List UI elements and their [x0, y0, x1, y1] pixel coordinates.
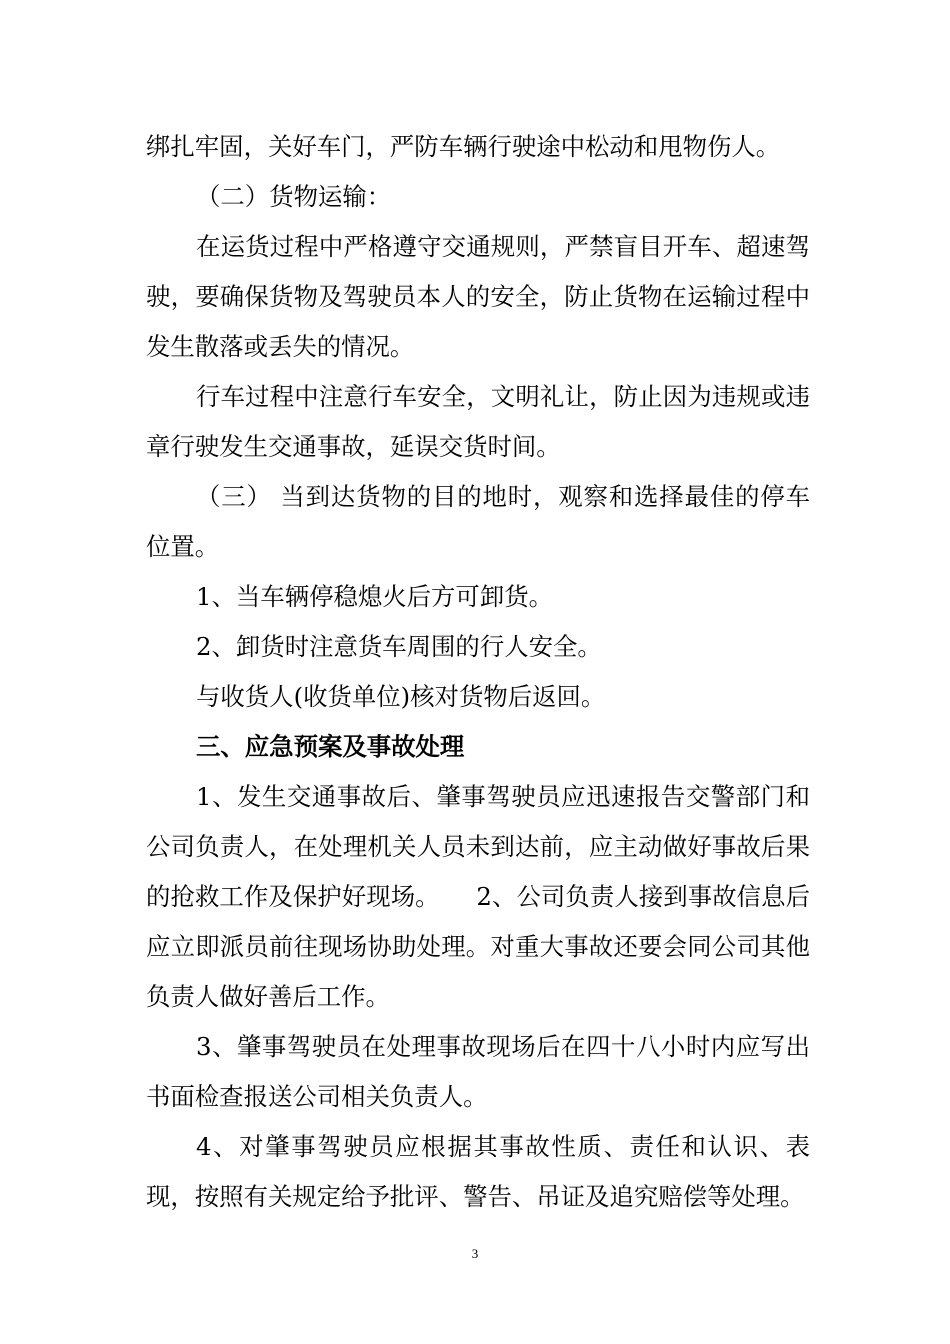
paragraph-accident-step-3: 3、肇事驾驶员在处理事故现场后在四十八小时内应写出书面检查报送公司相关负责人。 [146, 1032, 810, 1111]
paragraph-accident-steps-1-2: 1、发生交通事故后、肇事驾驶员应迅速报告交警部门和公司负责人，在处理机关人员未到达前，应主动做好事故后果的抢救工作及保护好现场。 2、公司负责人接到事故信息后应立即派员前往现场协助处理。对重大事故还要会同公司其他负责人做好善后工作。 [146, 782, 810, 1011]
paragraph-verify-return: 与收货人(收货单位)核对货物后返回。 [196, 682, 606, 711]
paragraph-accident-step-4: 4、对肇事驾驶员应根据其事故性质、责任和认识、表现，按照有关规定给予批评、警告、吊证及追究赔偿等处理。 [146, 1132, 810, 1211]
document-body [146, 122, 810, 1222]
page-number: 3 [471, 1246, 479, 1261]
section-heading-emergency-plan: 三、应急预案及事故处理 [196, 732, 465, 761]
paragraph-cargo-transport-heading: （二）货物运输： [196, 182, 392, 211]
paragraph-unload-step-2: 2、卸货时注意货车周围的行人安全。 [196, 632, 602, 661]
paragraph-unload-step-1: 1、当车辆停稳熄火后方可卸货。 [196, 582, 553, 611]
paragraph-traffic-rules: 在运货过程中严格遵守交通规则，严禁盲目开车、超速驾驶，要确保货物及驾驶员本人的安全，防止货物在运输过程中发生散落或丢失的情况。 [146, 232, 810, 361]
paragraph-arrival-parking: （三） 当到达货物的目的地时，观察和选择最佳的停车位置。 [146, 482, 810, 561]
paragraph-binding: 绑扎牢固，关好车门，严防车辆行驶途中松动和甩物伤人。 [146, 132, 781, 161]
paragraph-driving-safety: 行车过程中注意行车安全，文明礼让，防止因为违规或违章行驶发生交通事故，延误交货时间。 [146, 382, 810, 461]
